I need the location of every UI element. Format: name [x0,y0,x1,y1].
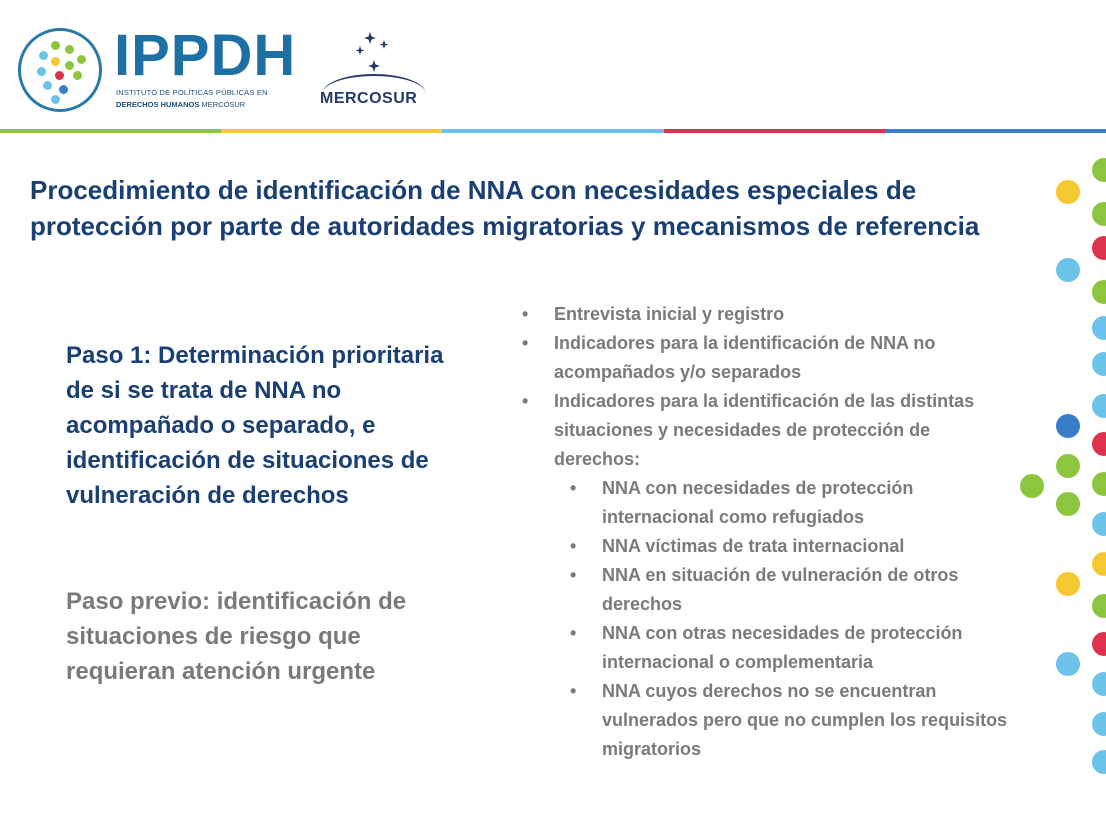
bullet-item: • Indicadores para la identificación de NNA no acompañados y/o separados [520,329,1020,387]
step-1-text: Paso 1: Determinación prioritaria de si se trata de NNA no acompañado o separado, e identificación de situaciones de vulneración de derechos [66,342,444,509]
sub-bullet-item: • NNA cuyos derechos no se encuentran vulnerados pero que no cumplen los requisitos migratorios [520,677,1020,764]
bullet-item: • Entrevista inicial y registro [520,300,1020,329]
ippdh-subtitle-line1: INSTITUTO DE POLÍTICAS PÚBLICAS EN [116,88,268,97]
mercosur-logo [318,30,428,114]
previous-step-text: Paso previo: identificación de situaciones de riesgo que requieran atención urgente [66,588,407,685]
ippdh-emblem-icon [18,28,102,112]
slide-title: Procedimiento de identificación de NNA con necesidades especiales de protección por parte de autoridades migratorias y mecanismos de referencia [30,175,980,241]
ippdh-wordmark: IPPDH [114,23,297,88]
color-separator [0,129,1106,133]
ippdh-subtitle-light: MERCOSUR [201,100,246,109]
sub-bullet-item: • NNA con necesidades de protección internacional como refugiados [520,474,1020,532]
ippdh-subtitle-line2 [116,100,245,109]
sub-bullet-item: • NNA con otras necesidades de protección internacional o complementaria [520,619,1020,677]
ippdh-subtitle-bold: DERECHOS HUMANOS [116,100,200,109]
sub-bullet-item: • NNA víctimas de trata internacional [520,532,1020,561]
sub-bullet-item: • NNA en situación de vulneración de otros derechos [520,561,1020,619]
mercosur-wordmark: MERCOSUR [320,90,418,107]
bullet-list [520,300,1020,764]
bullet-item: • Indicadores para la identificación de las distintas situaciones y necesidades de protección de derechos: [520,387,1020,474]
ippdh-logo [18,23,297,120]
southern-cross-stars-icon [348,30,398,74]
